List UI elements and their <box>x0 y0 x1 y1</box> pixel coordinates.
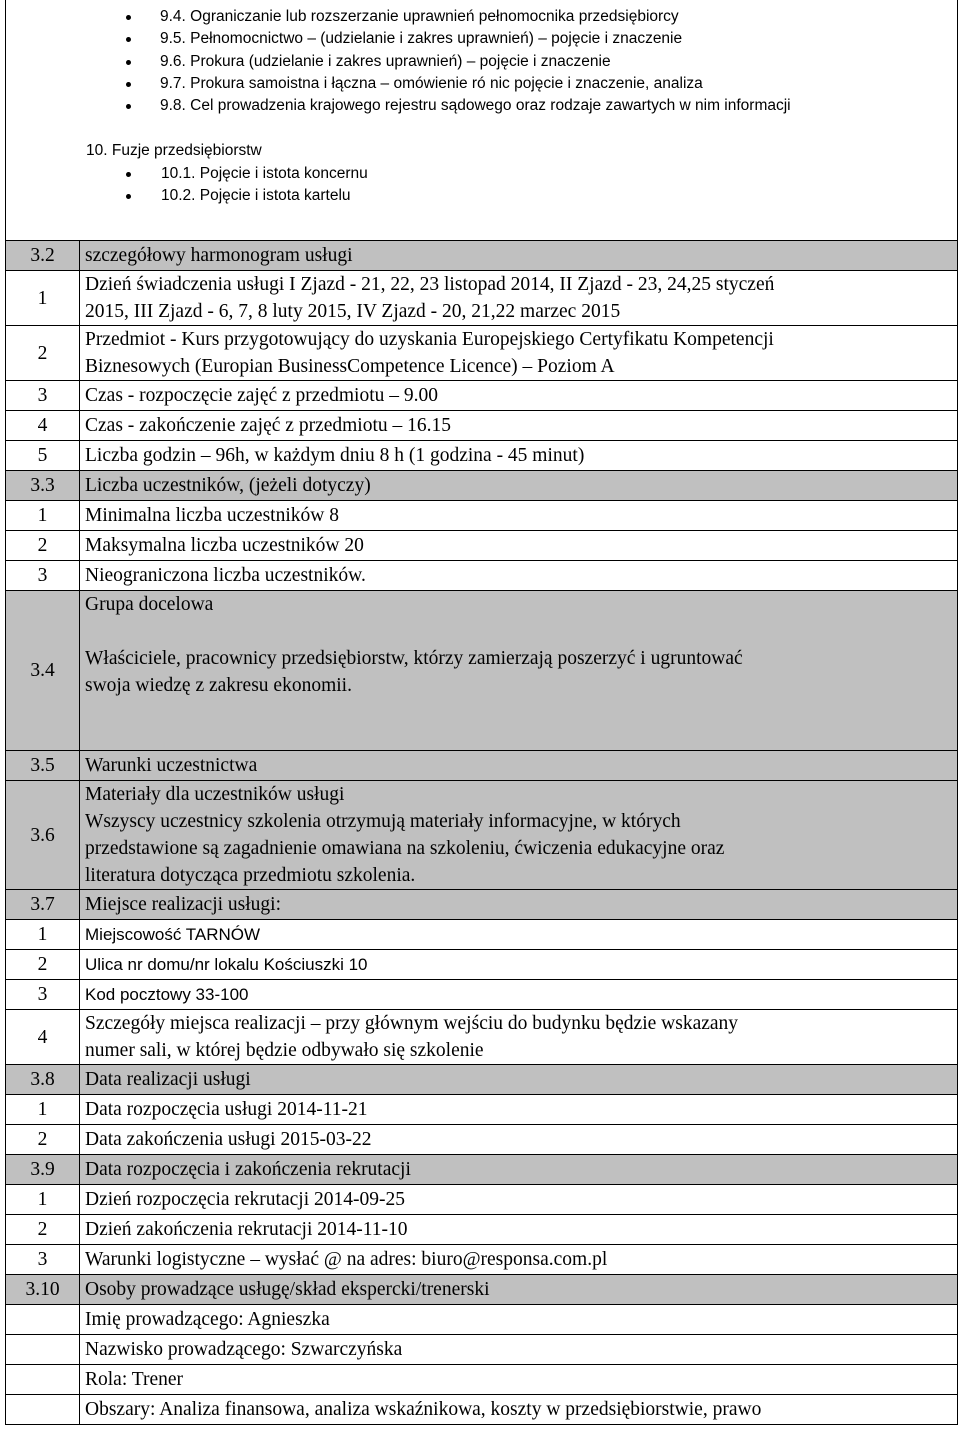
table-row <box>6 980 958 1010</box>
table-row <box>6 411 958 441</box>
table-row <box>6 1245 958 1275</box>
row-text: Czas - zakończenie zajęć z przedmiotu – 16.15 <box>80 411 958 441</box>
list-item: 9.4. Ograniczanie lub rozszerzanie uprawnień pełnomocnika przedsiębiorcy <box>6 6 957 28</box>
text-line: Biznesowych (Europian BusinessCompetence Licence) – Poziom A <box>85 356 615 377</box>
table-row <box>6 1335 958 1365</box>
row-number: 3 <box>6 1245 80 1275</box>
row-number: 3.9 <box>6 1155 80 1185</box>
document-page <box>5 0 958 1425</box>
row-number: 1 <box>6 1095 80 1125</box>
table-row <box>6 1155 958 1185</box>
list-item: 9.6. Prokura (udzielanie i zakres uprawnień) – pojęcie i znaczenie <box>6 51 957 73</box>
row-text: Dzień zakończenia rekrutacji 2014-11-10 <box>80 1215 958 1245</box>
row-number: 4 <box>6 1010 80 1065</box>
list-item: 10.2. Pojęcie i istota kartelu <box>6 185 957 207</box>
row-text: Warunki logistyczne – wysłać @ na adres: biuro@responsa.com.pl <box>80 1245 958 1275</box>
row-number <box>6 1305 80 1335</box>
row-text: Czas - rozpoczęcie zajęć z przedmiotu – 9.00 <box>80 381 958 411</box>
row-text <box>80 591 958 751</box>
table-row <box>6 1185 958 1215</box>
row-text: Obszary: Analiza finansowa, analiza wskaźnikowa, koszty w przedsiębiorstwie, prawo <box>80 1395 958 1425</box>
text-line: Grupa docelowa <box>85 594 214 615</box>
text-line: Dzień świadczenia usługi I Zjazd - 21, 22, 23 listopad 2014, II Zjazd - 23, 24,25 styczeń <box>85 274 775 295</box>
table-row <box>6 381 958 411</box>
row-number: 3.2 <box>6 241 80 271</box>
list-item: 9.8. Cel prowadzenia krajowego rejestru sądowego oraz rodzaje zawartych w nim informacji <box>6 95 957 117</box>
row-text: Osoby prowadzące usługę/skład ekspercki/trenerski <box>80 1275 958 1305</box>
row-number: 2 <box>6 1215 80 1245</box>
row-number: 3.3 <box>6 471 80 501</box>
table-row <box>6 441 958 471</box>
list-item: 9.7. Prokura samoistna i łączna – omówienie ró nic pojęcie i znaczenie, analiza <box>6 73 957 95</box>
table-row <box>6 241 958 271</box>
table-row <box>6 326 958 381</box>
text-line: swoja wiedzę z zakresu ekonomii. <box>85 675 352 696</box>
list-item: 9.5. Pełnomocnictwo – (udzielanie i zakres uprawnień) – pojęcie i znaczenie <box>6 28 957 50</box>
row-text <box>80 326 958 381</box>
row-number: 4 <box>6 411 80 441</box>
row-text: Maksymalna liczba uczestników 20 <box>80 531 958 561</box>
table-row <box>6 1125 958 1155</box>
row-text: Warunki uczestnictwa <box>80 751 958 781</box>
row-number: 3 <box>6 980 80 1010</box>
table-row <box>6 781 958 890</box>
table-row <box>6 751 958 781</box>
row-number: 3.5 <box>6 751 80 781</box>
row-text: Liczba godzin – 96h, w każdym dniu 8 h (1 godzina - 45 minut) <box>80 441 958 471</box>
list-item: 10.1. Pojęcie i istota koncernu <box>6 163 957 185</box>
table-row <box>6 271 958 326</box>
row-text: Data zakończenia usługi 2015-03-22 <box>80 1125 958 1155</box>
row-number: 3.8 <box>6 1065 80 1095</box>
text-line: 2015, III Zjazd - 6, 7, 8 luty 2015, IV Zjazd - 20, 21,22 marzec 2015 <box>85 301 621 322</box>
agenda-list-10 <box>6 163 957 208</box>
table-row <box>6 1215 958 1245</box>
agenda-outline-row <box>6 0 958 241</box>
text-line: Materiały dla uczestników usługi <box>85 784 345 805</box>
row-text: Data realizacji usługi <box>80 1065 958 1095</box>
row-number: 1 <box>6 501 80 531</box>
text-line: numer sali, w której będzie odbywało się szkolenie <box>85 1040 484 1061</box>
text-line: Przedmiot - Kurs przygotowujący do uzyskania Europejskiego Certyfikatu Kompetencji <box>85 329 774 350</box>
row-number: 5 <box>6 441 80 471</box>
row-text: Kod pocztowy 33-100 <box>80 980 958 1010</box>
row-number: 1 <box>6 271 80 326</box>
row-text: Minimalna liczba uczestników 8 <box>80 501 958 531</box>
text-line: Szczegóły miejsca realizacji – przy głównym wejściu do budynku będzie wskazany <box>85 1013 739 1034</box>
row-text <box>80 271 958 326</box>
row-number: 3.4 <box>6 591 80 751</box>
row-number <box>6 1335 80 1365</box>
row-number: 3.6 <box>6 781 80 890</box>
table-row <box>6 920 958 950</box>
table-row <box>6 531 958 561</box>
row-text: Dzień rozpoczęcia rekrutacji 2014-09-25 <box>80 1185 958 1215</box>
text-line: literatura dotycząca przedmiotu szkolenia. <box>85 865 416 886</box>
row-number: 2 <box>6 531 80 561</box>
row-number: 3 <box>6 381 80 411</box>
table-row <box>6 591 958 751</box>
row-text: Miejsce realizacji usługi: <box>80 890 958 920</box>
row-text: Rola: Trener <box>80 1365 958 1395</box>
row-text: Nieograniczona liczba uczestników. <box>80 561 958 591</box>
section-10-heading: 10. Fuzje przedsiębiorstw <box>86 142 262 160</box>
row-text: Miejscowość TARNÓW <box>80 920 958 950</box>
row-text: Liczba uczestników, (jeżeli dotyczy) <box>80 471 958 501</box>
row-text: Nazwisko prowadzącego: Szwarczyńska <box>80 1335 958 1365</box>
row-text <box>80 1010 958 1065</box>
row-number: 3.10 <box>6 1275 80 1305</box>
row-text <box>80 781 958 890</box>
row-number: 3 <box>6 561 80 591</box>
row-text: Data rozpoczęcia usługi 2014-11-21 <box>80 1095 958 1125</box>
agenda-outline-cell <box>6 0 958 241</box>
row-text: szczegółowy harmonogram usługi <box>80 241 958 271</box>
table-row <box>6 1395 958 1425</box>
table-row <box>6 1365 958 1395</box>
table-row <box>6 890 958 920</box>
row-number: 1 <box>6 920 80 950</box>
row-number: 1 <box>6 1185 80 1215</box>
table-row <box>6 471 958 501</box>
text-line: Wszyscy uczestnicy szkolenia otrzymują materiały informacyjne, w których <box>85 811 681 832</box>
row-number <box>6 1365 80 1395</box>
table-row <box>6 561 958 591</box>
agenda-list-9 <box>6 6 957 117</box>
row-text: Data rozpoczęcia i zakończenia rekrutacji <box>80 1155 958 1185</box>
text-line: przedstawione są zagadnienie omawiana na szkoleniu, ćwiczenia edukacyjne oraz <box>85 838 725 859</box>
service-details-table <box>5 0 958 1425</box>
table-row <box>6 1305 958 1335</box>
row-number: 2 <box>6 326 80 381</box>
table-row <box>6 1095 958 1125</box>
row-number: 2 <box>6 1125 80 1155</box>
table-row <box>6 1065 958 1095</box>
table-row <box>6 1010 958 1065</box>
text-line: Właściciele, pracownicy przedsiębiorstw, którzy zamierzają poszerzyć i ugruntować <box>85 648 743 669</box>
row-text: Imię prowadzącego: Agnieszka <box>80 1305 958 1335</box>
row-number: 3.7 <box>6 890 80 920</box>
row-text: Ulica nr domu/nr lokalu Kościuszki 10 <box>80 950 958 980</box>
row-number <box>6 1395 80 1425</box>
table-row <box>6 501 958 531</box>
table-row <box>6 1275 958 1305</box>
row-number: 2 <box>6 950 80 980</box>
table-row <box>6 950 958 980</box>
